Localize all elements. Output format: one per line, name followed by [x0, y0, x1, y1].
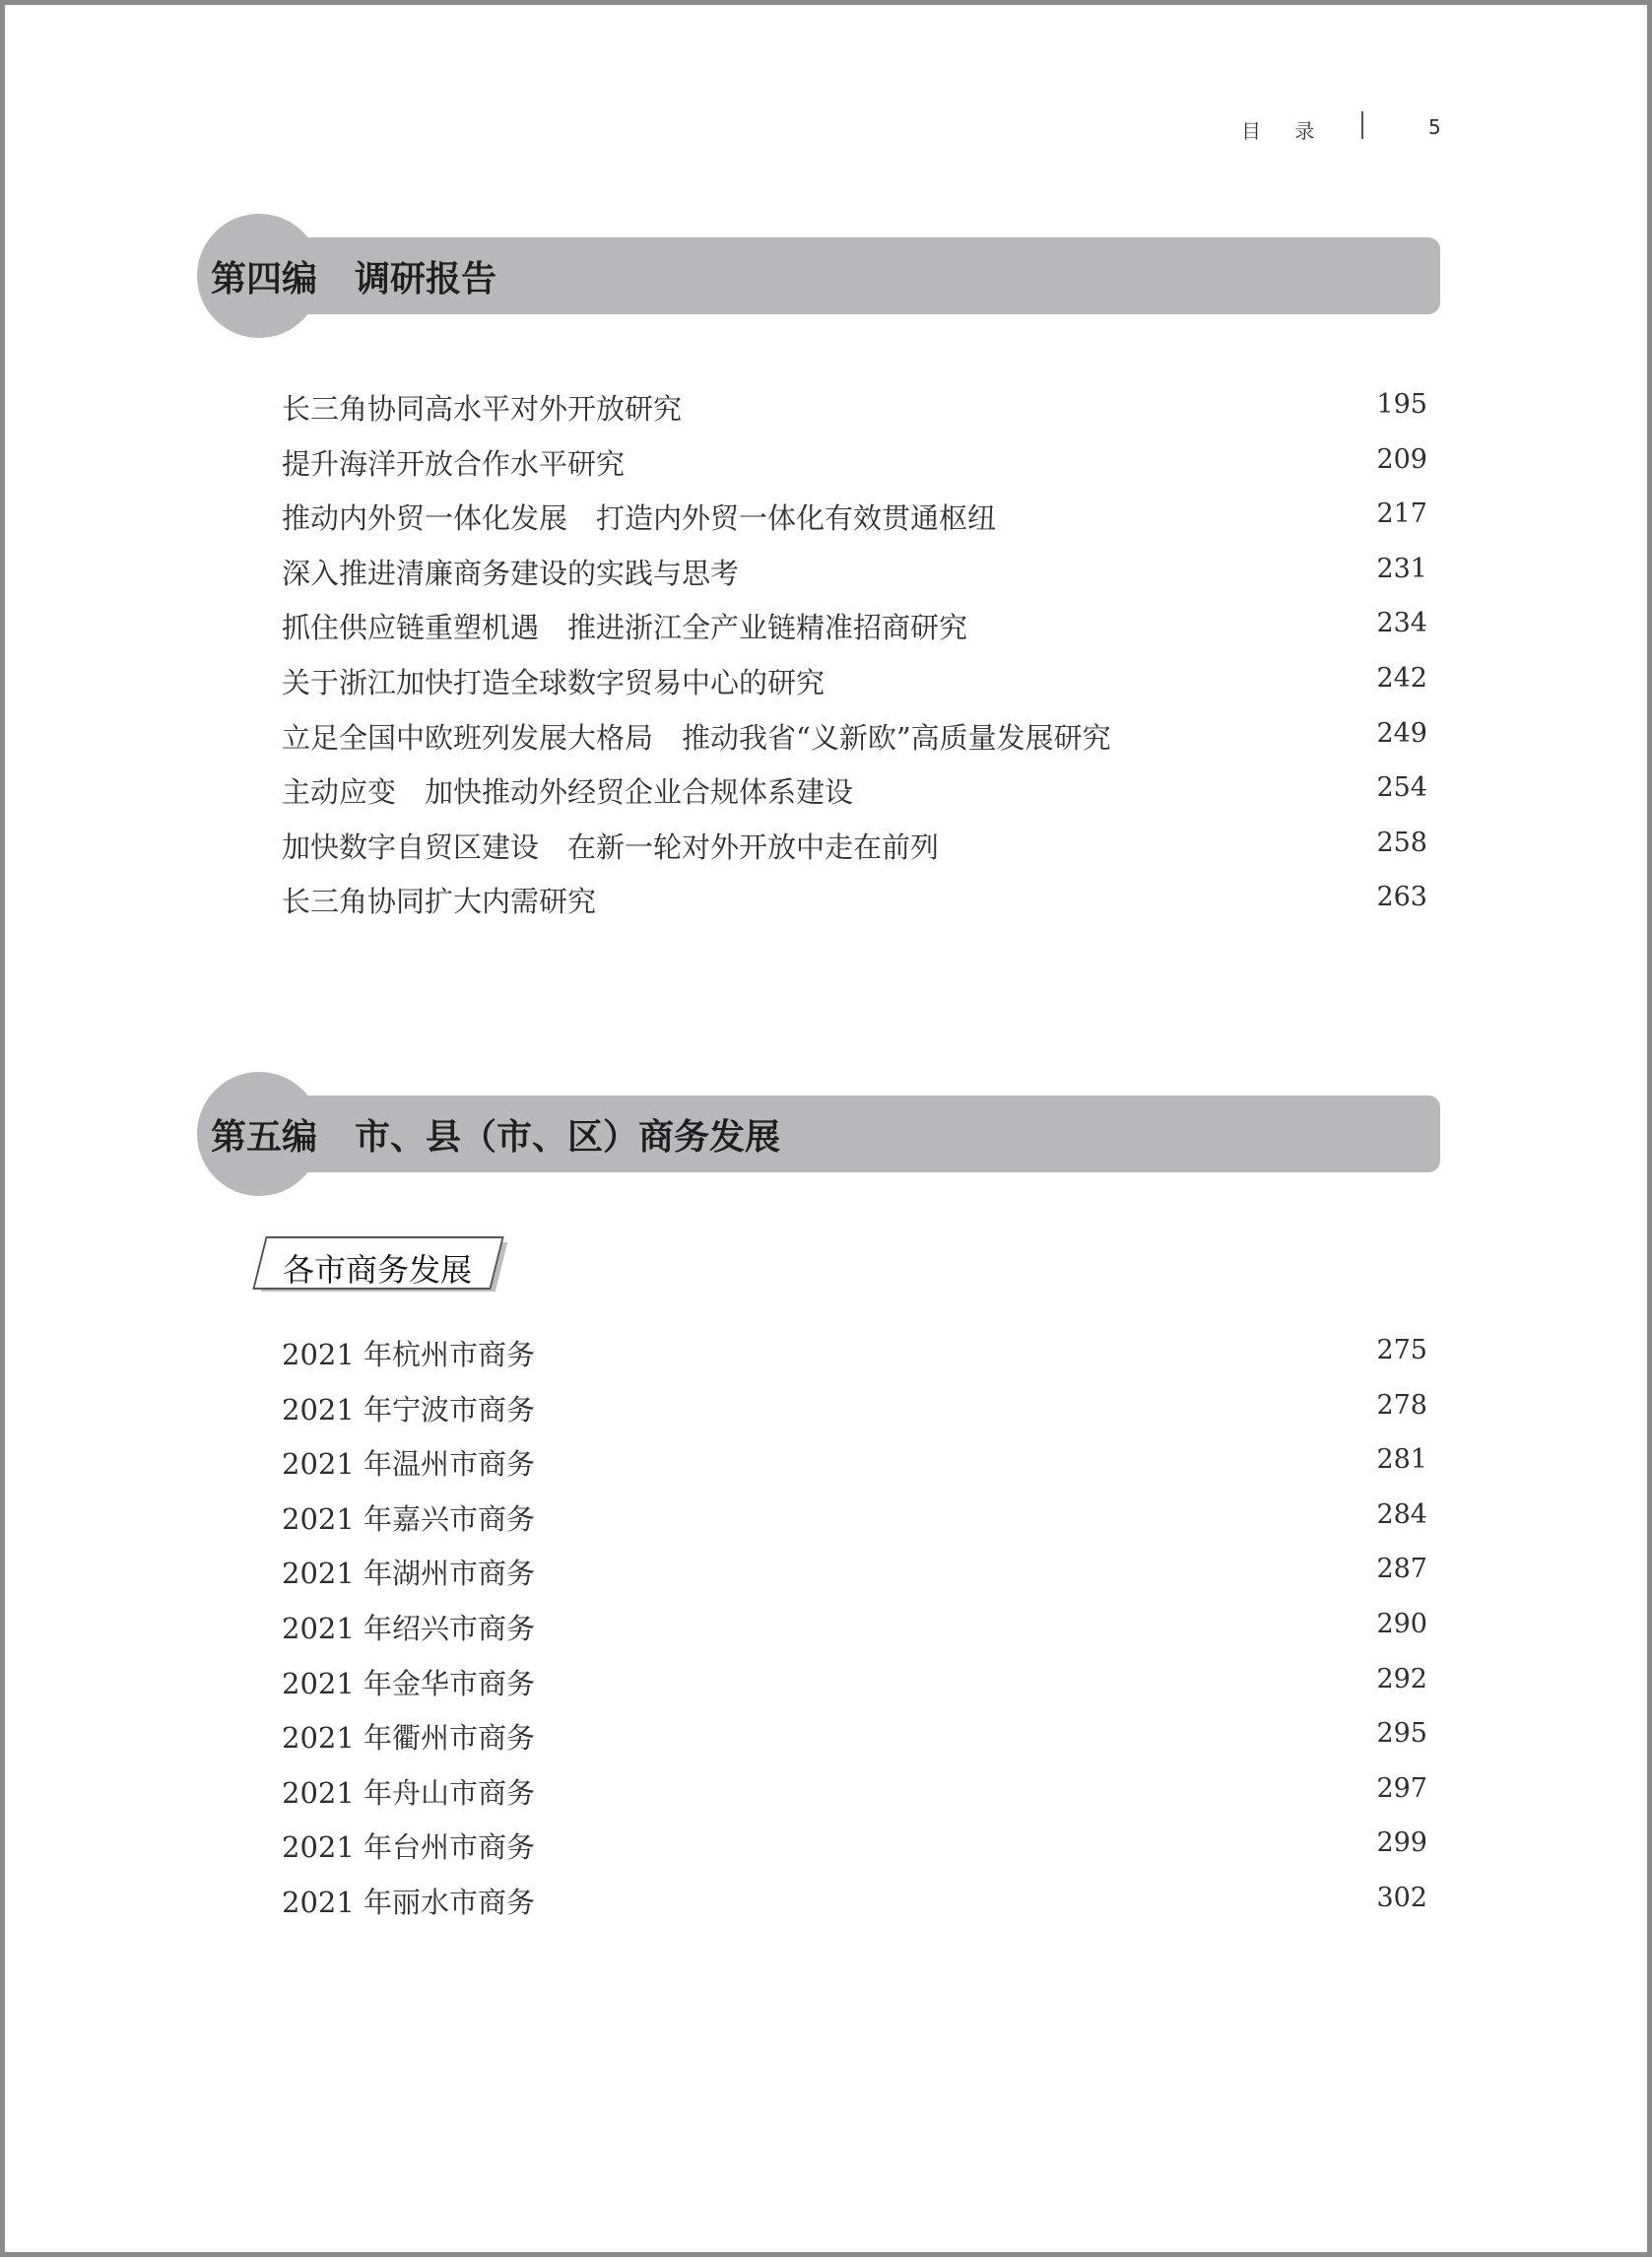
subsection-label: 各市商务发展	[283, 1251, 473, 1289]
toc-entry-title: 推动内外贸一体化发展 打造内外贸一体化有效贯通枢纽	[282, 501, 997, 536]
part5-heading	[211, 1109, 780, 1160]
toc-entry-title: 提升海洋开放合作水平研究	[282, 446, 626, 481]
toc-entry-title: 2021 年舟山市商务	[282, 1775, 536, 1810]
toc-entry[interactable]	[282, 761, 1427, 816]
toc-entry-title: 长三角协同扩大内需研究	[282, 885, 597, 919]
toc-entry[interactable]	[282, 1597, 1427, 1652]
toc-entry[interactable]	[282, 487, 1427, 542]
toc-entry-page: 249	[1376, 717, 1427, 749]
toc-entry-page: 195	[1376, 389, 1427, 420]
toc-entry-title: 长三角协同高水平对外开放研究	[282, 392, 683, 426]
part5-subtitle: 市、县（市、区）商务发展	[355, 1116, 781, 1158]
toc-entry-page: 281	[1376, 1444, 1427, 1476]
toc-entry-title: 2021 年绍兴市商务	[282, 1611, 536, 1645]
part4-heading	[211, 251, 496, 301]
toc-entry[interactable]	[282, 1706, 1427, 1761]
toc-entry-page: 209	[1376, 443, 1427, 475]
toc-entry-title: 主动应变 加快推动外经贸企业合规体系建设	[282, 775, 854, 810]
part5-banner	[197, 1072, 1440, 1196]
toc-entry-page: 263	[1376, 882, 1427, 913]
toc-entry[interactable]	[282, 1871, 1427, 1926]
toc-entry[interactable]	[282, 596, 1427, 651]
toc-entry[interactable]	[282, 816, 1427, 871]
toc-entry-title: 2021 年宁波市商务	[282, 1392, 536, 1427]
part4-title: 第四编	[211, 258, 318, 299]
toc-entry[interactable]	[282, 1488, 1427, 1543]
toc-entry[interactable]	[282, 870, 1427, 925]
toc-entry-title: 立足全国中欧班列发展大格局 推动我省“义新欧”高质量发展研究	[282, 720, 1111, 755]
toc-entry-page: 217	[1376, 498, 1427, 530]
toc-entry[interactable]	[282, 1432, 1427, 1488]
header-page-number: 5	[1428, 115, 1441, 139]
toc-entry[interactable]	[282, 1542, 1427, 1597]
toc-entry[interactable]	[282, 1761, 1427, 1817]
subsection-tag	[259, 1236, 509, 1295]
toc-entry-title: 深入推进清廉商务建设的实践与思考	[282, 556, 740, 590]
toc-entry-page: 278	[1376, 1389, 1427, 1421]
part5-title: 第五编	[211, 1116, 318, 1158]
toc-entry-page: 231	[1376, 553, 1427, 584]
toc-entry-title: 2021 年杭州市商务	[282, 1338, 536, 1371]
toc-entry[interactable]	[282, 706, 1427, 762]
toc-entry-title: 2021 年台州市商务	[282, 1830, 536, 1865]
running-header	[1241, 111, 1441, 145]
toc-entry-title: 2021 年丽水市商务	[282, 1885, 536, 1919]
toc-entry-page: 258	[1376, 827, 1427, 858]
toc-entry[interactable]	[282, 542, 1427, 597]
toc-entry-page: 299	[1376, 1827, 1427, 1859]
toc-entry[interactable]	[282, 651, 1427, 706]
toc-entry[interactable]	[282, 1652, 1427, 1707]
toc-entry[interactable]	[282, 1378, 1427, 1433]
toc-entry-title: 关于浙江加快打造全球数字贸易中心的研究	[282, 665, 826, 699]
toc-entry-page: 292	[1376, 1663, 1427, 1694]
part5-toc-list	[282, 1323, 1427, 1926]
toc-entry-title: 抓住供应链重塑机遇 推进浙江全产业链精准招商研究	[282, 611, 968, 645]
toc-entry-title: 2021 年金华市商务	[282, 1666, 536, 1700]
toc-entry[interactable]	[282, 1816, 1427, 1871]
toc-entry[interactable]	[282, 432, 1427, 488]
part4-toc-list	[282, 377, 1427, 925]
toc-entry-page: 284	[1376, 1498, 1427, 1530]
toc-entry-title: 2021 年嘉兴市商务	[282, 1501, 536, 1536]
toc-entry-page: 297	[1376, 1772, 1427, 1804]
toc-entry-page: 287	[1376, 1554, 1427, 1585]
toc-entry-page: 275	[1376, 1335, 1427, 1365]
header-title: 目 录	[1241, 119, 1329, 143]
toc-entry-page: 302	[1376, 1882, 1427, 1913]
toc-entry-title: 加快数字自贸区建设 在新一轮对外开放中走在前列	[282, 830, 940, 864]
header-separator	[1361, 111, 1363, 139]
toc-entry-page: 242	[1376, 662, 1427, 694]
part4-banner	[197, 214, 1440, 338]
part4-subtitle: 调研报告	[355, 258, 497, 299]
toc-entry[interactable]	[282, 1323, 1427, 1378]
toc-entry-title: 2021 年温州市商务	[282, 1447, 536, 1482]
toc-entry-page: 290	[1376, 1608, 1427, 1639]
toc-entry-title: 2021 年衢州市商务	[282, 1721, 536, 1756]
toc-entry-page: 254	[1376, 772, 1427, 804]
toc-entry-page: 295	[1376, 1718, 1427, 1750]
toc-entry-title: 2021 年湖州市商务	[282, 1557, 536, 1591]
toc-entry[interactable]	[282, 377, 1427, 432]
toc-entry-page: 234	[1376, 608, 1427, 639]
